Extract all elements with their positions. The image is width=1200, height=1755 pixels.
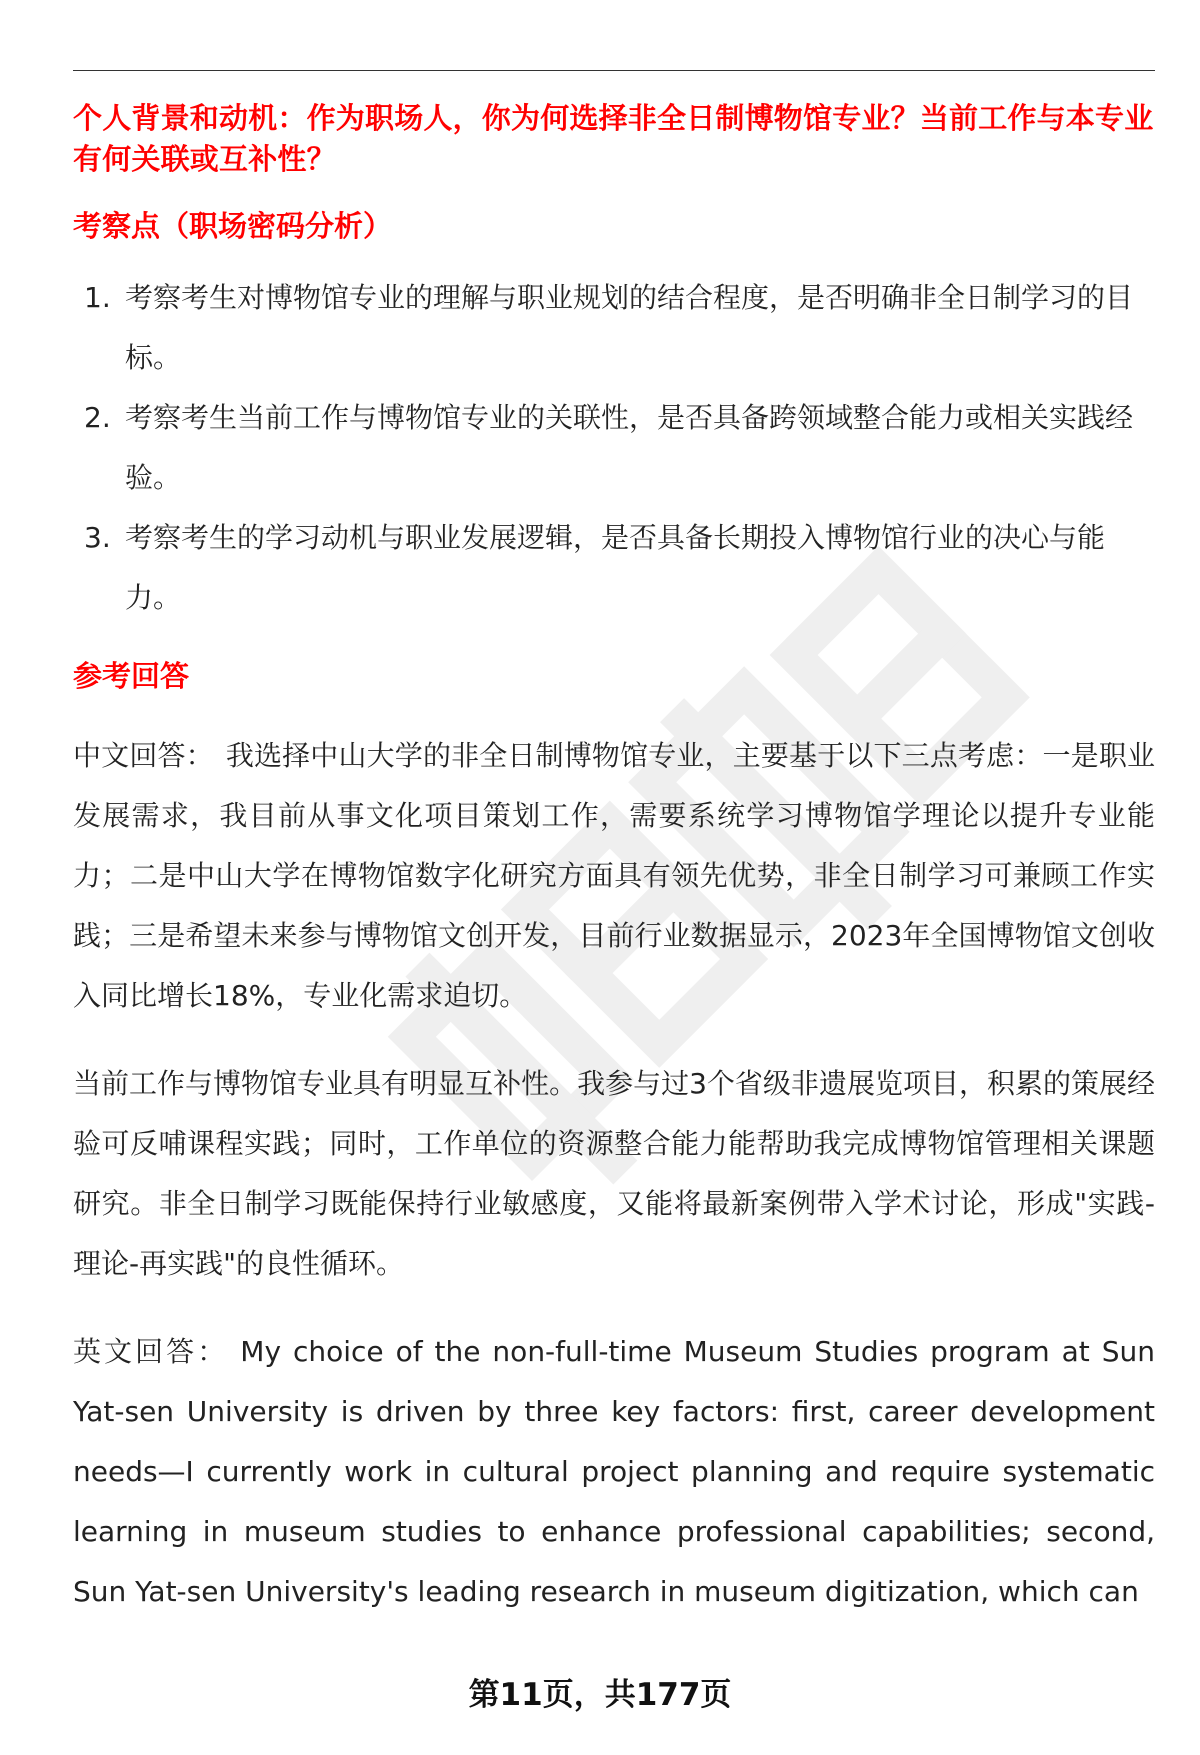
chinese-answer-text-1: 我选择中山大学的非全日制博物馆专业，主要基于以下三点考虑：一是职业发展需求，我目前从事文化项目策划工作，需要系统学习博物馆学理论以提升专业能力；二是中山大学在博物馆数字化研究方面具有领先优势，非全日制学习可兼顾工作实践；三是希望未来参与博物馆文创开发，目前行业数据显示，2023年全国博物馆文创收入同比增长18%，专业化需求迫切。 [73, 739, 1155, 1012]
list-item-text: 考察考生当前工作与博物馆专业的关联性，是否具备跨领域整合能力或相关实践经验。 [125, 401, 1134, 494]
list-item-text: 考察考生对博物馆专业的理解与职业规划的结合程度，是否明确非全日制学习的目标。 [125, 281, 1134, 374]
page-content [73, 98, 1155, 1622]
analysis-points-list [73, 268, 1155, 628]
chinese-answer-paragraph-1 [73, 726, 1155, 1026]
english-answer-text: My choice of the non-full-time Museum Studies program at Sun Yat-sen University is driven by three key factors: first, career development needs—I currently work in cultural project planning and require systematic learning in museum studies to enhance professional capabilities; second, Sun Yat-sen University's leading research in museum digitization, which can [73, 1335, 1155, 1608]
list-item-number: 2. [84, 401, 111, 434]
answer-heading: 参考回答 [73, 659, 190, 693]
question-title: 个人背景和动机：作为职场人，你为何选择非全日制博物馆专业？当前工作与本专业有何关联或互补性？ [73, 101, 1154, 176]
analysis-heading: 考察点（职场密码分析） [73, 209, 393, 243]
top-divider [73, 70, 1155, 71]
chinese-answer-paragraph-2: 当前工作与博物馆专业具有明显互补性。我参与过3个省级非遗展览项目，积累的策展经验可反哺课程实践；同时，工作单位的资源整合能力能帮助我完成博物馆管理相关课题研究。非全日制学习既能保持行业敏感度，又能将最新案例带入学术讨论，形成"实践-理论-再实践"的良性循环。 [73, 1067, 1155, 1280]
list-item-number: 3. [84, 521, 111, 554]
list-item [73, 268, 1155, 388]
page-number-footer: 第11页，共177页 [468, 1677, 732, 1713]
english-answer-paragraph [73, 1322, 1155, 1622]
list-item-number: 1. [84, 281, 111, 314]
english-answer-label: 英文回答： [73, 1335, 229, 1368]
chinese-answer-label: 中文回答： [73, 739, 214, 772]
list-item-text: 考察考生的学习动机与职业发展逻辑，是否具备长期投入博物馆行业的决心与能力。 [125, 521, 1106, 614]
list-item [73, 508, 1155, 628]
list-item [73, 388, 1155, 508]
